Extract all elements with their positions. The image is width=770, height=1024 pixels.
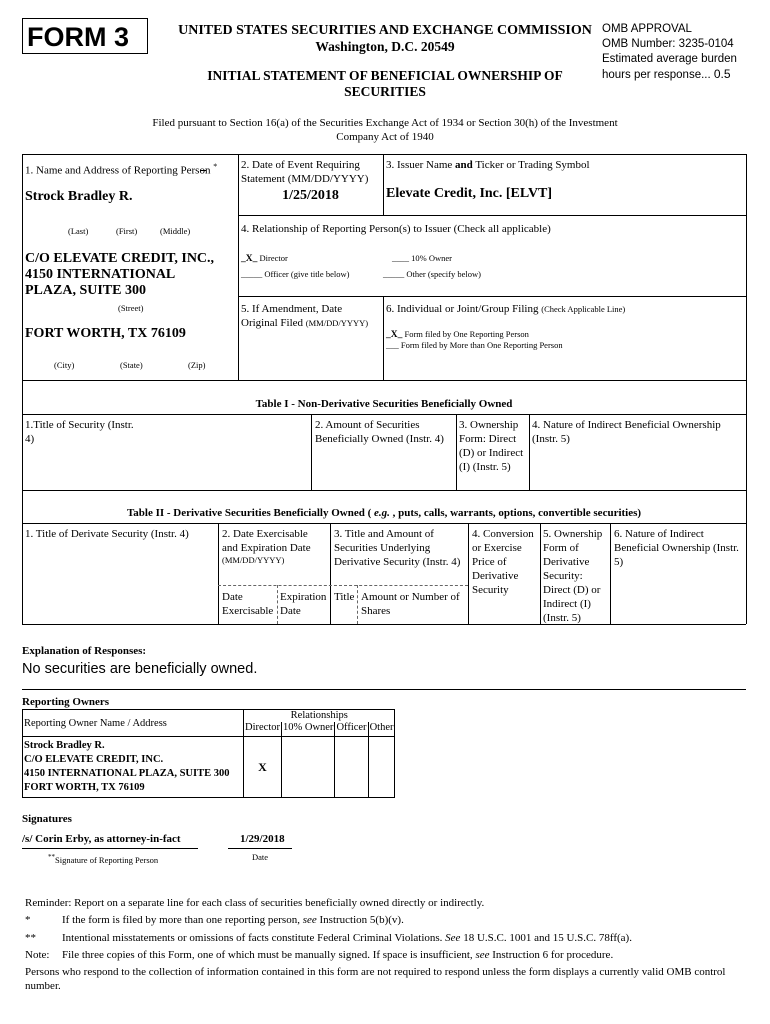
explanation-title: Explanation of Responses:	[22, 645, 147, 657]
table1-col-title: 1.Title of Security (Instr. 4)	[25, 419, 134, 445]
ro-col-name: Reporting Owner Name / Address	[23, 710, 244, 737]
one-person-mark: _X_	[386, 330, 403, 340]
ro-officer-mark	[335, 737, 368, 798]
signature-date: 1/29/2018	[240, 833, 285, 845]
table2-title: Table II - Derivative Securities Beneficially Owned ( e.g. , puts, calls, warrants, options, convertible securities)	[126, 507, 642, 519]
ro-col-other: Other	[368, 722, 395, 737]
signature-label: **Signature of Reporting Person	[48, 853, 159, 865]
label-last: (Last)	[68, 226, 89, 236]
table2-col-dates: 2. Date Exercisable and Expiration Date	[222, 528, 311, 554]
box1-label-mark: *	[213, 162, 218, 171]
filed-pursuant: Filed pursuant to Section 16(a) of the Securities Exchange Act of 1934 or Section 30(h) of the Investment Company Act of 1940	[152, 117, 618, 143]
note1-mark: *	[25, 914, 31, 926]
omb-burden-value: 0.5	[713, 67, 731, 81]
table2-col-expiration: Expiration Date	[280, 591, 327, 617]
officer-option: _____ Officer (give title below)	[241, 269, 350, 279]
ro-col-director: Director	[244, 722, 282, 737]
omb-burden-line2: hours per response...	[602, 69, 711, 81]
box2-label: 2. Date of Event Requiring Statement (MM/DD/YYYY)	[241, 159, 369, 185]
signatures-title: Signatures	[22, 813, 72, 825]
table1-col-nature: 4. Nature of Indirect Beneficial Ownership (Instr. 5)	[532, 419, 721, 445]
table1-col-ownership: 3. Ownership Form: Direct (D) or Indirect (I) (Instr. 5)	[459, 419, 524, 473]
note3-text: File three copies of this Form, one of which must be manually signed. If space is insufficient, see Instruction 6 for procedure.	[62, 949, 614, 961]
omb-approval-box	[602, 22, 762, 83]
table2-col-underlying-amount: Amount or Number of Shares	[361, 591, 460, 617]
table2-col-dates-format: (MM/DD/YYYY)	[222, 555, 285, 565]
issuer-name: Elevate Credit, Inc. [ELVT]	[386, 186, 553, 201]
note2-mark: **	[25, 932, 36, 944]
ten-percent-owner-option: ____ 10% Owner	[392, 253, 452, 263]
omb-number: OMB Number: 3235-0104	[602, 38, 734, 50]
label-city: (City)	[54, 360, 75, 370]
one-person-option: _X_ Form filed by One Reporting Person	[386, 329, 529, 340]
more-person-option: ___ Form filed by More than One Reporting Person	[386, 340, 563, 350]
form-label: FORM 3	[22, 18, 148, 54]
box5-label: 5. If Amendment, Date Original Filed (MM/DD/YYYY)	[241, 303, 369, 329]
reporting-person-city: FORT WORTH, TX 76109	[25, 326, 186, 341]
ro-owner-mark	[281, 737, 334, 798]
ro-col-officer: Officer	[335, 722, 368, 737]
explanation-text: No securities are beneficially owned.	[22, 661, 258, 677]
table1-col-amount: 2. Amount of Securities Beneficially Owned (Instr. 4)	[315, 419, 444, 445]
reminder-text: Reminder: Report on a separate line for each class of securities beneficially owned directly or indirectly.	[25, 897, 485, 909]
form-title: INITIAL STATEMENT OF BENEFICIAL OWNERSHIP OF SECURITIES	[207, 68, 563, 99]
table2-col-conversion: 4. Conversion or Exercise Price of Derivative Security	[472, 528, 534, 596]
table1-title: Table I - Non-Derivative Securities Beneficially Owned	[255, 398, 513, 410]
persons-text: Persons who respond to the collection of information contained in this form are not required to respond unless the form displays a currently valid OMB control number.	[25, 966, 726, 992]
omb-approval: OMB APPROVAL	[602, 23, 692, 35]
date-label: Date	[252, 852, 269, 862]
ro-col-owner: 10% Owner	[281, 722, 334, 737]
box4-label: 4. Relationship of Reporting Person(s) to Issuer (Check all applicable)	[241, 223, 551, 235]
table2-col-date-exercisable: Date Exercisable	[222, 591, 274, 617]
label-state: (State)	[120, 360, 143, 370]
table2-col-nature: 6. Nature of Indirect Beneficial Ownership (Instr. 5)	[614, 528, 739, 568]
note2-text: Intentional misstatements or omissions of facts constitute Federal Criminal Violations. See 18 U.S.C. 1001 and 15 U.S.C. 78ff(a).	[62, 932, 632, 944]
ro-other-mark	[368, 737, 395, 798]
reporting-owners-title: Reporting Owners	[22, 696, 110, 708]
ro-owner-cell: Strock Bradley R. C/O ELEVATE CREDIT, INC. 4150 INTERNATIONAL PLAZA, SUITE 300 FORT WORTH, TX 76109	[23, 737, 244, 798]
table2-col-underlying: 3. Title and Amount of Securities Underlying Derivative Security (Instr. 4)	[334, 528, 461, 568]
reporting-person-street: C/O ELEVATE CREDIT, INC., 4150 INTERNATIONAL PLAZA, SUITE 300	[25, 251, 215, 298]
label-middle: (Middle)	[160, 226, 191, 236]
note3-mark: Note:	[25, 949, 50, 961]
box1-label: 1. Name and Address of Reporting Person *	[25, 162, 218, 177]
signer-name: /s/ Corin Erby, as attorney-in-fact	[22, 833, 181, 845]
ro-director-mark: X	[244, 737, 282, 798]
event-date: 1/25/2018	[282, 188, 339, 203]
label-street: (Street)	[118, 303, 144, 313]
agency-name: UNITED STATES SECURITIES AND EXCHANGE COMMISSION	[178, 23, 592, 38]
reporting-owners-table	[22, 709, 395, 798]
agency-location: Washington, D.C. 20549	[315, 39, 455, 54]
director-mark: _X_	[241, 254, 258, 264]
note1-text: If the form is filed by more than one reporting person, see Instruction 5(b)(v).	[62, 914, 404, 926]
reporting-person-name: Strock Bradley R.	[25, 189, 133, 204]
other-option: _____ Other (specify below)	[383, 269, 481, 279]
box6-label: 6. Individual or Joint/Group Filing (Check Applicable Line)	[386, 303, 626, 315]
director-option: _X_ Director	[241, 253, 288, 264]
table2-col-underlying-title: Title	[334, 591, 355, 603]
table-row	[23, 737, 395, 798]
label-zip: (Zip)	[188, 360, 206, 370]
label-first: (First)	[116, 226, 138, 236]
box3-label: 3. Issuer Name and Ticker or Trading Symbol	[386, 159, 590, 171]
table2-col-ownership: 5. Ownership Form of Derivative Security: Direct (D) or Indirect (I) (Instr. 5)	[543, 528, 603, 624]
table2-col-title: 1. Title of Derivate Security (Instr. 4)	[25, 528, 189, 540]
ro-col-relationships: Relationships	[244, 710, 395, 723]
omb-burden-line1: Estimated average burden	[602, 53, 737, 65]
